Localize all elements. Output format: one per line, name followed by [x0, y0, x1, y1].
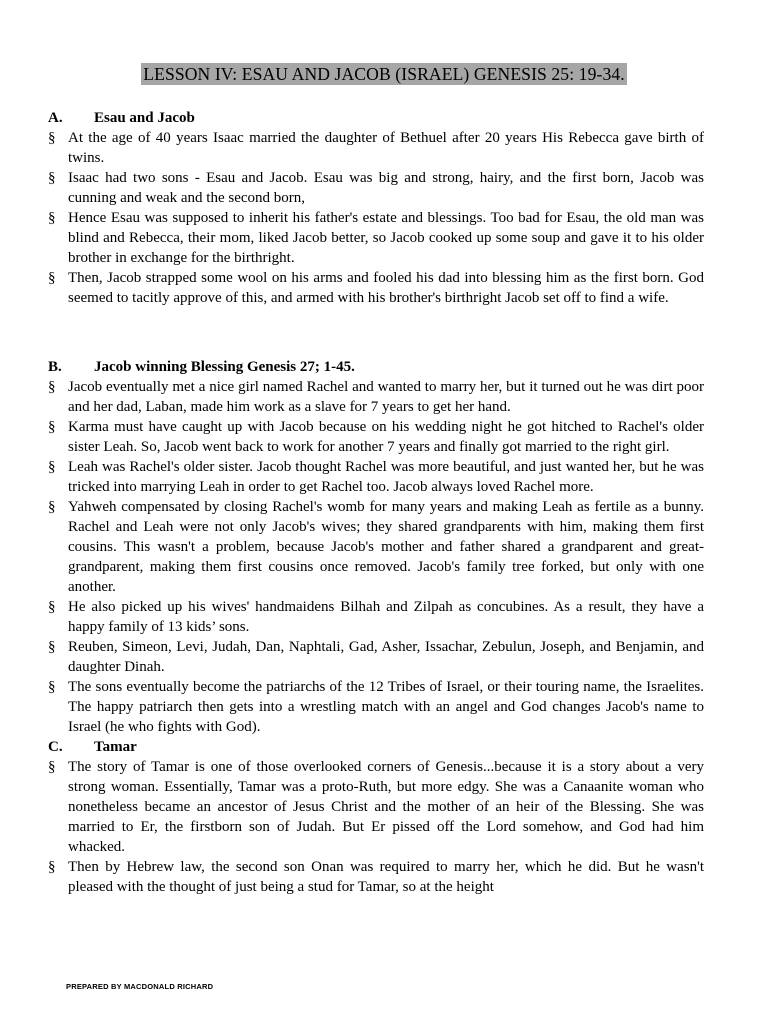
section-title: Jacob winning Blessing Genesis 27; 1-45. — [94, 359, 355, 375]
section-sign-icon: § — [48, 379, 56, 395]
section-sign-icon: § — [48, 419, 56, 435]
section-sign-icon: § — [48, 599, 56, 615]
paragraph: § Yahweh compensated by closing Rachel's womb for many years and making Leah as fertile as a bunny. Rachel and Leah were not only Jacob's wives; they shared grandparents with him, making them first cousins. This wasn't a problem, because Jacob's mother and father shared a grandparent and great-grandparent, making them first cousins once removed. Jacob's family tree forked, but only with one another. — [48, 499, 704, 595]
section-letter: C. — [48, 739, 63, 755]
paragraph: § Isaac had two sons - Esau and Jacob. Esau was big and strong, hairy, and the first born, Jacob was cunning and weak and the second born, — [48, 170, 704, 206]
paragraph: § Reuben, Simeon, Levi, Judah, Dan, Naphtali, Gad, Asher, Issachar, Zebulun, Joseph, and Benjamin, and daughter Dinah. — [48, 639, 704, 675]
section-sign-icon: § — [48, 679, 56, 695]
section-letter: B. — [48, 359, 62, 375]
paragraph: § The sons eventually become the patriarchs of the 12 Tribes of Israel, or their touring name, the Israelites. The happy patriarch then gets into a wrestling match with an angel and God changes Jacob's name to Israel (he who fights with God). — [48, 679, 704, 735]
lesson-title: LESSON IV: ESAU AND JACOB (ISRAEL) GENESIS 25: 19-34. — [143, 64, 625, 84]
section-b-heading — [48, 357, 704, 377]
section-a-heading — [48, 108, 704, 128]
paragraph: § Leah was Rachel's older sister. Jacob thought Rachel was more beautiful, and just wanted her, but he was tricked into marrying Leah in order to get Rachel too. Jacob always loved Rachel more. — [48, 459, 704, 495]
section-sign-icon: § — [48, 499, 56, 515]
section-sign-icon: § — [48, 210, 56, 226]
section-sign-icon: § — [48, 759, 56, 775]
paragraph: § At the age of 40 years Isaac married the daughter of Bethuel after 20 years His Rebecca gave birth of twins. — [48, 130, 704, 166]
section-sign-icon: § — [48, 459, 56, 475]
section-sign-icon: § — [48, 859, 56, 875]
section-sign-icon: § — [48, 170, 56, 186]
paragraph: § Then by Hebrew law, the second son Onan was required to marry her, which he did. But he wasn't pleased with the thought of just being a stud for Tamar, so at the height — [48, 859, 704, 895]
footer-credit: PREPARED BY MACDONALD RICHARD — [66, 982, 214, 991]
paragraph: § Hence Esau was supposed to inherit his father's estate and blessings. Too bad for Esau, the old man was blind and Rebecca, their mom, liked Jacob better, so Jacob cooked up some soup and gave it to his older brother in exchange for the birthright. — [48, 210, 704, 266]
paragraph: § He also picked up his wives' handmaidens Bilhah and Zilpah as concubines. As a result, they have a happy family of 13 kids’ sons. — [48, 599, 704, 635]
section-c-heading — [48, 737, 704, 757]
paragraph: § The story of Tamar is one of those overlooked corners of Genesis...because it is a story about a very strong woman. Essentially, Tamar was a proto-Ruth, but more edgy. She was a Canaanite woman who nonetheless became an ancestor of Jesus Christ and the mother of an heir of the Blessing. She was married to Er, the firstborn son of Judah. But Er pissed off the Lord somehow, and God had him whacked. — [48, 759, 704, 855]
lesson-title-bar — [0, 63, 768, 85]
section-letter: A. — [48, 110, 63, 126]
paragraph: § Then, Jacob strapped some wool on his arms and fooled his dad into blessing him as the first born. God seemed to tacitly approve of this, and armed with his brother's birthright Jacob set off to find a wife. — [48, 270, 704, 306]
section-title: Esau and Jacob — [94, 110, 195, 126]
lesson-content — [48, 108, 704, 897]
section-sign-icon: § — [48, 130, 56, 146]
section-sign-icon: § — [48, 270, 56, 286]
paragraph: § Karma must have caught up with Jacob because on his wedding night he got hitched to Rachel's older sister Leah. So, Jacob went back to work for another 7 years and finally got married to the right girl. — [48, 419, 704, 455]
section-sign-icon: § — [48, 639, 56, 655]
section-title: Tamar — [94, 739, 137, 755]
paragraph: § Jacob eventually met a nice girl named Rachel and wanted to marry her, but it turned out he was dirt poor and her dad, Laban, made him work as a slave for 7 years to get her hand. — [48, 379, 704, 415]
